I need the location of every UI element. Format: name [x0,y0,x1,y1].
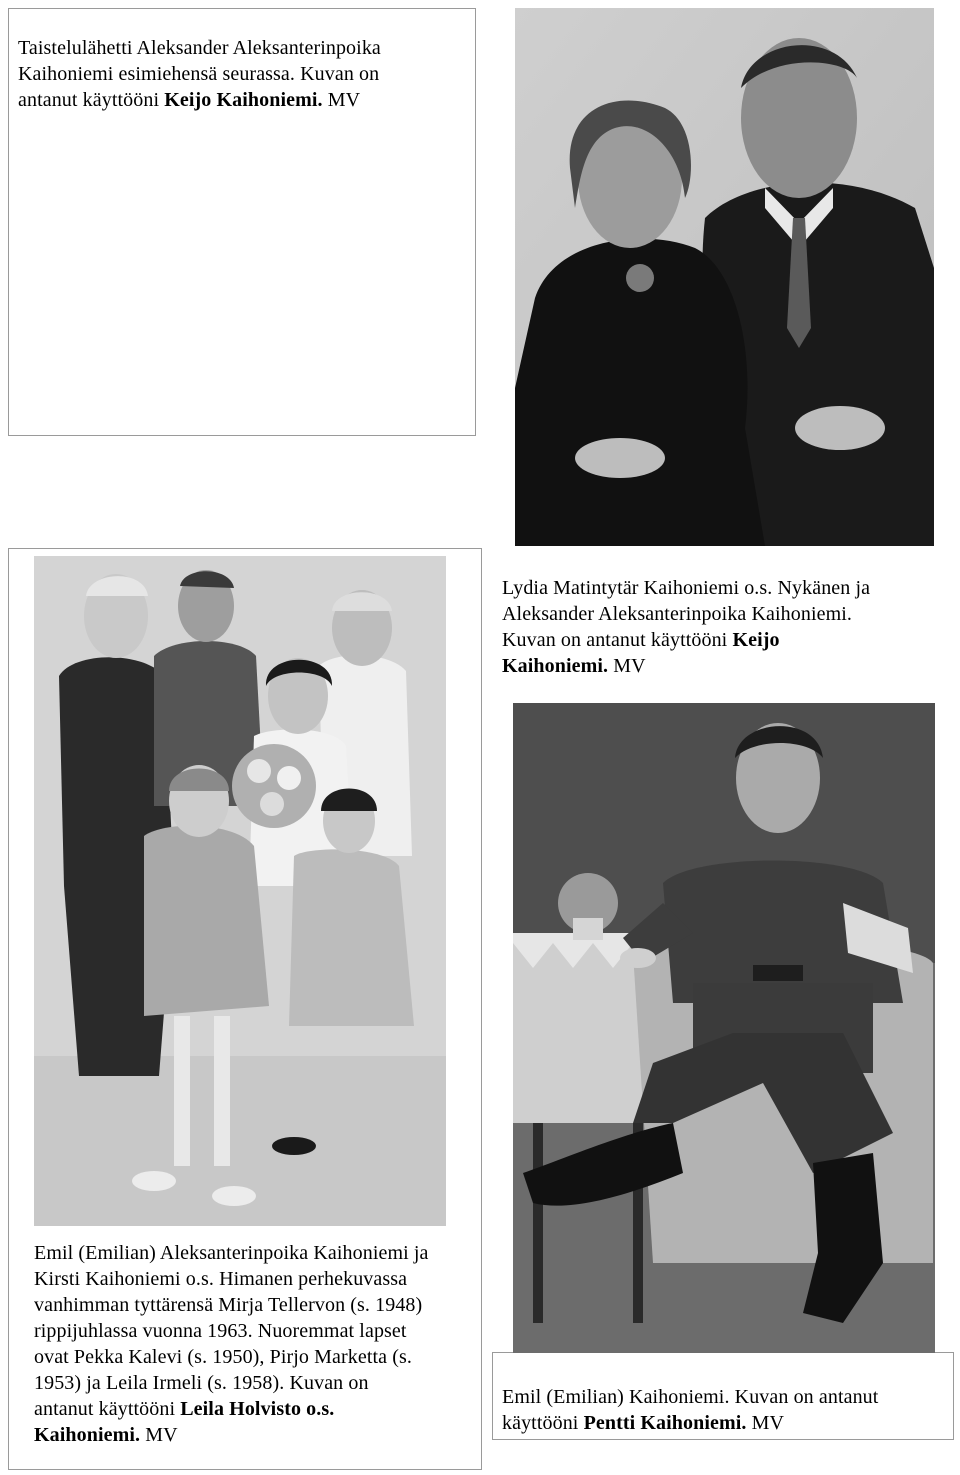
caption-line: Emil (Emilian) Aleksanterinpoika Kaihoniemi ja [34,1242,429,1264]
top-left-caption [18,35,473,113]
couple-portrait-photo [515,8,934,546]
credit-name: Keijo [732,629,780,651]
caption-text: MV [613,655,646,677]
caption-line: ovat Pekka Kalevi (s. 1950), Pirjo Marketta (s. [34,1346,412,1368]
caption-line: vanhimman tyttärensä Mirja Tellervon (s. 1948) [34,1294,423,1316]
family-caption [34,1240,474,1448]
credit-name: Pentti Kaihoniemi. [583,1412,747,1434]
top-left-photo-frame [8,8,476,436]
caption-text: käyttööni [502,1412,579,1434]
caption-line: Kaihoniemi esimiehensä seurassa. Kuvan on [18,63,380,85]
family-portrait-photo [34,556,446,1226]
credit-name: Keijo Kaihoniemi. [164,89,323,111]
credit-name: Leila Holvisto o.s. [180,1398,335,1420]
caption-line: Aleksander Aleksanterinpoika Kaihoniemi. [502,603,853,625]
credit-name: Kaihoniemi. [34,1424,141,1446]
caption-line: Emil (Emilian) Kaihoniemi. Kuvan on antanut [502,1386,879,1408]
caption-line: Kirsti Kaihoniemi o.s. Himanen perhekuvassa [34,1268,408,1290]
soldier-portrait-photo [513,703,935,1353]
caption-text: MV [751,1412,785,1434]
soldier-caption [502,1384,952,1436]
caption-text: antanut käyttööni [18,89,160,111]
caption-line: 1953) ja Leila Irmeli (s. 1958). Kuvan on [34,1372,369,1394]
caption-text: Kuvan on antanut käyttööni [502,629,728,651]
caption-line: Taistelulähetti Aleksander Aleksanterinpoika [18,37,381,59]
caption-line: Lydia Matintytär Kaihoniemi o.s. Nykänen ja [502,577,871,599]
caption-text: MV [145,1424,178,1446]
caption-text: antanut käyttööni [34,1398,176,1420]
caption-line: rippijuhlassa vuonna 1963. Nuoremmat lapset [34,1320,407,1342]
credit-name: Kaihoniemi. [502,655,609,677]
couple-caption [502,575,952,679]
caption-text: MV [327,89,361,111]
